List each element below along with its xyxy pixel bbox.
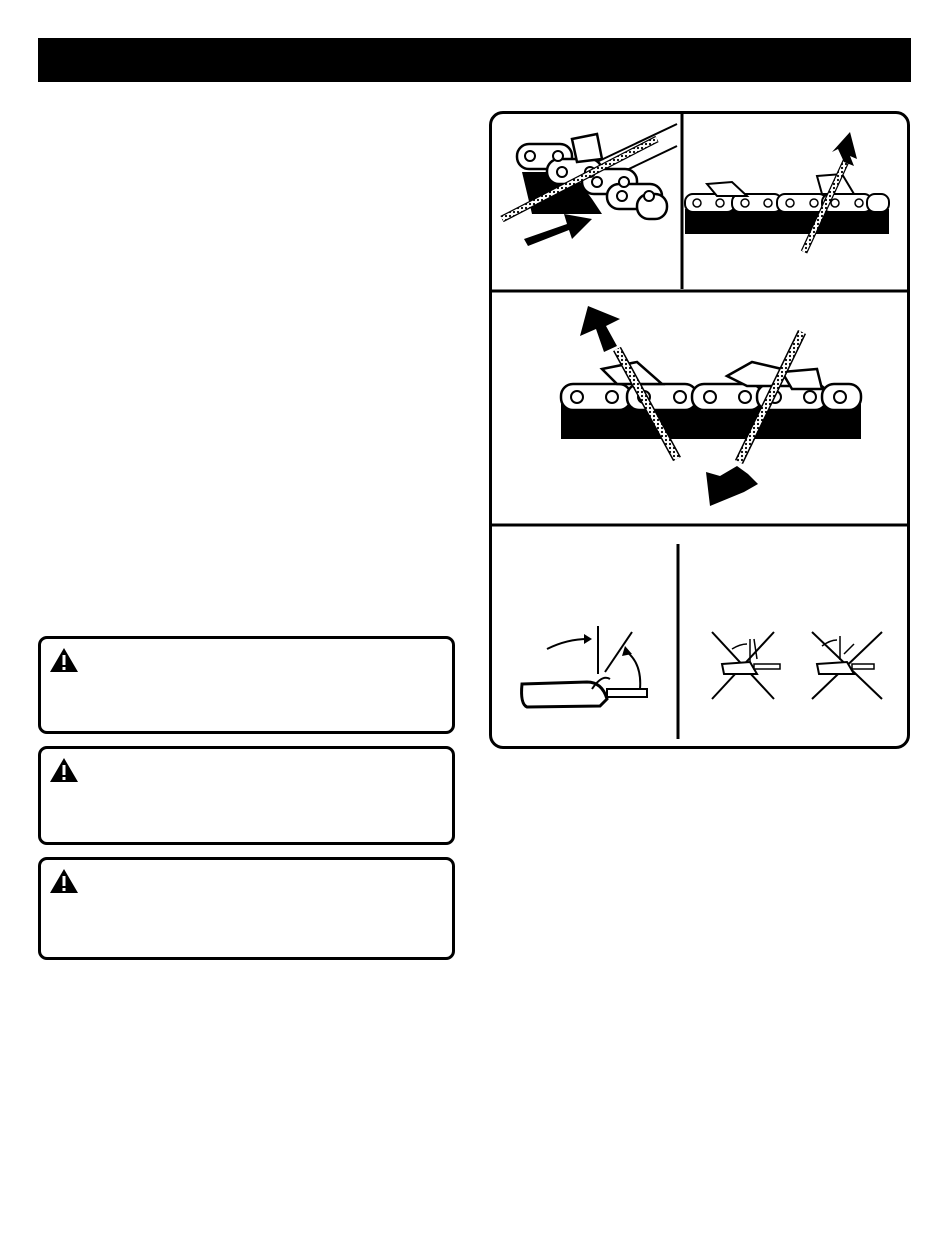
chain-link-file-icon — [502, 124, 677, 246]
cutter-correct-icon — [522, 626, 647, 707]
warning-box-2 — [38, 746, 455, 845]
warning-box-1 — [38, 636, 455, 734]
chain-sharpening-figure — [489, 111, 910, 749]
cutter-incorrect-icon — [712, 632, 882, 699]
warning-triangle-icon — [49, 868, 79, 894]
warning-box-3 — [38, 857, 455, 960]
warning-triangle-icon — [49, 757, 79, 783]
chain-file-two-arrows-icon — [561, 306, 861, 506]
figure-drawing — [492, 114, 910, 749]
warning-triangle-icon — [49, 647, 79, 673]
section-header-bar — [38, 38, 911, 82]
chain-file-arrow-icon — [685, 132, 889, 252]
